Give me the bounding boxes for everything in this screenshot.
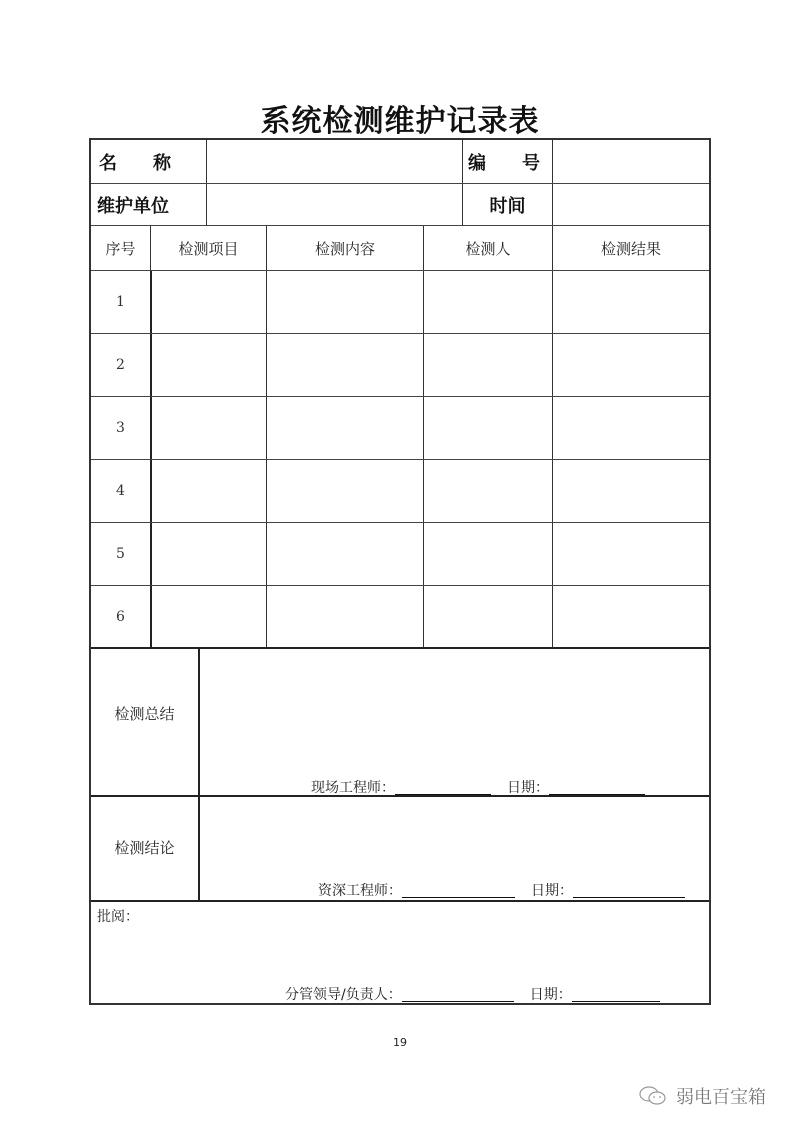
result-cell[interactable]: [552, 586, 709, 647]
name-label: 名 称: [99, 152, 171, 174]
senior-engineer-label: 资深工程师：: [318, 883, 402, 899]
item-cell[interactable]: [150, 271, 266, 333]
row-number: 3: [116, 420, 125, 436]
row-number: 5: [116, 546, 125, 562]
page-number: 19: [393, 1036, 407, 1049]
content-cell[interactable]: [266, 271, 423, 333]
header-row-unit: [91, 184, 709, 226]
field-engineer-label: 现场工程师：: [311, 780, 395, 796]
summary-field[interactable]: [198, 649, 709, 795]
name-field[interactable]: [206, 140, 462, 183]
inspector-cell[interactable]: [423, 397, 552, 459]
time-field[interactable]: [552, 184, 709, 225]
inspector-cell[interactable]: [423, 460, 552, 522]
row-number: 6: [116, 608, 125, 625]
summary-date-label: 日期：: [507, 780, 549, 796]
unit-label: 维护单位: [97, 195, 169, 217]
conclusion-date-line[interactable]: [573, 896, 685, 898]
item-cell[interactable]: [150, 334, 266, 396]
table-row: [91, 271, 709, 334]
maintenance-record-form: [89, 138, 711, 1005]
summary-date-line[interactable]: [549, 793, 645, 795]
table-row: [91, 397, 709, 460]
item-cell[interactable]: [150, 586, 266, 647]
review-date-label: 日期：: [529, 987, 572, 1003]
table-row: [91, 334, 709, 397]
column-header-no: 序号: [105, 239, 136, 258]
time-label: 时间: [489, 195, 526, 217]
conclusion-section: [91, 797, 709, 902]
table-row: [91, 460, 709, 523]
content-cell[interactable]: [266, 523, 423, 585]
number-field[interactable]: [552, 140, 709, 183]
content-cell[interactable]: [266, 397, 423, 459]
unit-field[interactable]: [206, 184, 462, 225]
column-header-item: 检测项目: [178, 239, 239, 258]
content-cell[interactable]: [266, 334, 423, 396]
content-cell[interactable]: [266, 460, 423, 522]
conclusion-signature: [318, 880, 685, 900]
field-engineer-signature-line[interactable]: [395, 793, 491, 795]
item-cell[interactable]: [150, 397, 266, 459]
leader-signature-line[interactable]: [402, 1000, 514, 1002]
inspector-cell[interactable]: [423, 586, 552, 647]
result-cell[interactable]: [552, 397, 709, 459]
conclusion-label: 检测结论: [114, 839, 175, 857]
row-number: 1: [116, 294, 125, 310]
number-label: 编 号: [468, 152, 540, 174]
item-cell[interactable]: [150, 460, 266, 522]
leader-label: 分管领导/负责人：: [285, 987, 402, 1003]
watermark-text: 弱电百宝箱: [676, 1087, 766, 1108]
summary-signature: [311, 777, 645, 797]
result-cell[interactable]: [552, 460, 709, 522]
header-row-name: [91, 140, 709, 184]
review-label: 批阅：: [97, 909, 139, 925]
inspector-cell[interactable]: [423, 523, 552, 585]
table-header-row: [91, 226, 709, 271]
summary-section: [91, 649, 709, 797]
review-date-line[interactable]: [572, 1000, 660, 1002]
senior-engineer-signature-line[interactable]: [402, 896, 515, 898]
item-cell[interactable]: [150, 523, 266, 585]
result-cell[interactable]: [552, 271, 709, 333]
watermark: [638, 1083, 766, 1109]
result-cell[interactable]: [552, 523, 709, 585]
review-signature: [285, 984, 660, 1004]
column-header-inspector: 检测人: [465, 239, 511, 258]
table-row: [91, 586, 709, 649]
column-header-result: 检测结果: [600, 239, 661, 258]
summary-label: 检测总结: [114, 705, 175, 723]
content-cell[interactable]: [266, 586, 423, 647]
column-header-content: 检测内容: [314, 239, 375, 258]
inspector-cell[interactable]: [423, 271, 552, 333]
inspector-cell[interactable]: [423, 334, 552, 396]
row-number: 2: [116, 357, 125, 373]
row-number: 4: [116, 483, 125, 499]
table-row: [91, 523, 709, 586]
document-title: 系统检测维护记录表: [260, 104, 540, 139]
review-section: [91, 902, 709, 1005]
result-cell[interactable]: [552, 334, 709, 396]
conclusion-date-label: 日期：: [531, 883, 573, 899]
wechat-icon: [638, 1085, 668, 1107]
